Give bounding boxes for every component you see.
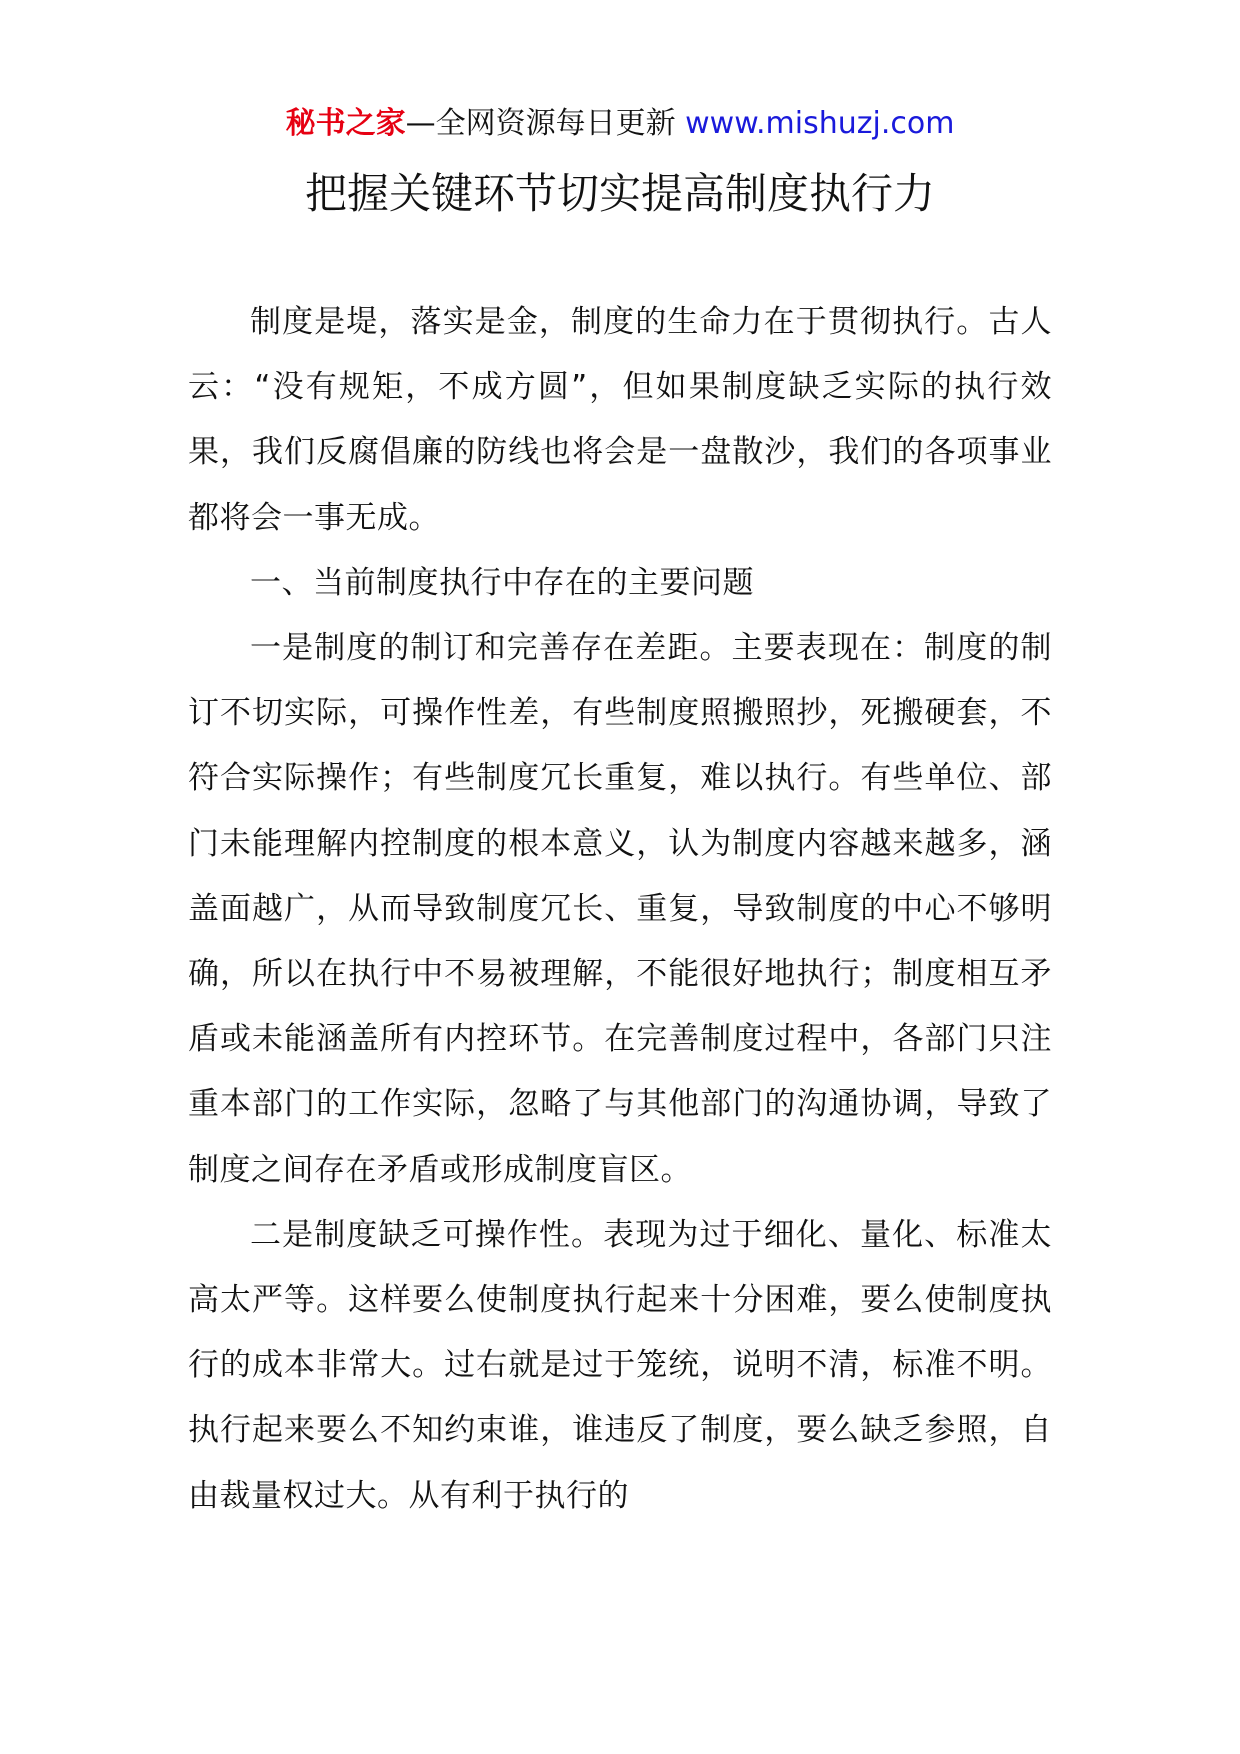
document-title: 把握关键环节切实提高制度执行力 (304, 169, 935, 218)
section-heading: 一、当前制度执行中存在的主要问题 (250, 564, 754, 601)
site-url-link[interactable]: www.mishuzj.com (685, 106, 955, 141)
document-body (188, 290, 1052, 1529)
paragraph-problem-two: 二是制度缺乏可操作性。表现为过于细化、量化、标准太高太严等。这样要么使制度执行起来十分困难，要么使制度执行的成本非常大。过右就是过于笼统，说明不清，标准不明。执行起来要么不知约束谁，谁违反了制度，要么缺乏参照，自由裁量权过大。从有利于执行的 (188, 1216, 1052, 1514)
site-header (0, 102, 1240, 146)
paragraph-problem-one: 一是制度的制订和完善存在差距。主要表现在：制度的制订不切实际，可操作性差，有些制度照搬照抄，死搬硬套，不符合实际操作；有些制度冗长重复，难以执行。有些单位、部门未能理解内控制度的根本意义，认为制度内容越来越多，涵盖面越广，从而导致制度冗长、重复，导致制度的中心不够明确，所以在执行中不易被理解，不能很好地执行；制度相互矛盾或未能涵盖所有内控环节。在完善制度过程中，各部门只注重本部门的工作实际，忽略了与其他部门的沟通协调，导致了制度之间存在矛盾或形成制度盲区。 (188, 630, 1052, 1188)
paragraph-intro: 制度是堤，落实是金，制度的生命力在于贯彻执行。古人云：“没有规矩，不成方圆”，但如果制度缺乏实际的执行效果，我们反腐倡廉的防线也将会是一盘散沙，我们的各项事业都将会一事无成。 (188, 304, 1052, 536)
site-brand: 秘书之家 (285, 106, 406, 141)
site-tagline: —全网资源每日更新 (405, 106, 676, 141)
